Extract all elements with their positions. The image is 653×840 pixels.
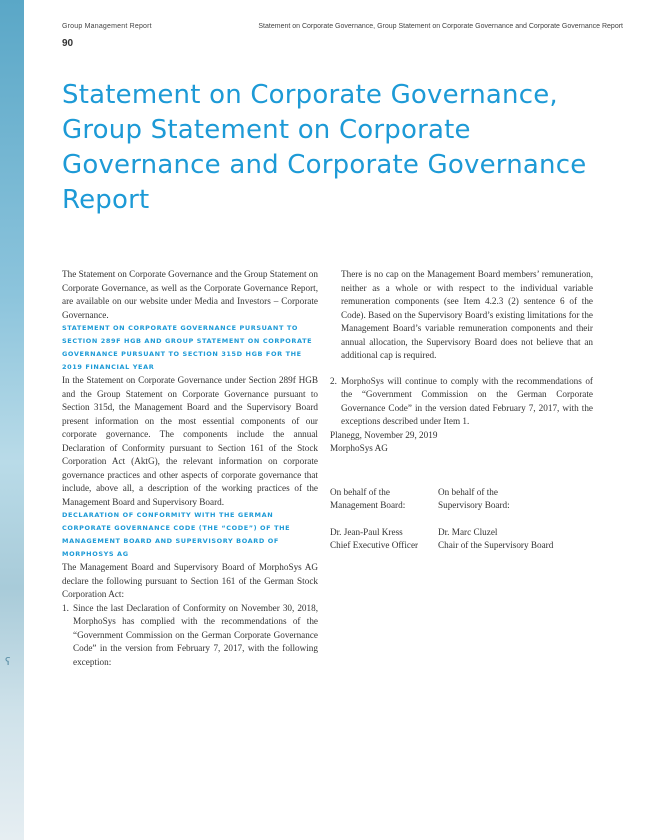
signatory-role: Chief Executive Officer [330, 540, 419, 550]
signatory-name: Dr. Jean-Paul Kress [330, 526, 403, 537]
body-paragraph: In the Statement on Corporate Governance under Section 289f HGB and the Group Statement on Corporate Governance pursuant to Section 315d, the Management Board and the Supervisory Board present information on the most essential components of our corporate governance. The components include the annual Declaration of Conformity pursuant to Section 161 of the Stock Corporation Act (AktG), the relevant information on corporate governance practices and other aspects of corporate governance that include, above all, a description of the working practices of the Management Board and Supervisory Board. [62, 375, 318, 507]
section-heading: STATEMENT ON CORPORATE GOVERNANCE PURSUANT TO SECTION 289F HGB AND GROUP STATEMENT ON CORPORATE GOVERNANCE PURSUANT TO SECTION 315D HGB FOR THE 2019 FINANCIAL YEAR [62, 324, 313, 371]
signatory-line: On behalf of the [438, 486, 498, 497]
signatory-line: Supervisory Board: [438, 500, 510, 510]
intro-paragraph: The Statement on Corporate Governance and the Group Statement on Corporate Governance, as well as the Corporate Governance Report, are available on our website under Media and Investors – Corporate Governance. [62, 269, 318, 320]
signatory-name: Dr. Marc Cluzel [438, 526, 498, 537]
signature-names [330, 526, 593, 553]
list-item [62, 602, 318, 670]
list-number: 1. [62, 602, 69, 613]
body-paragraph: The Management Board and Supervisory Board of MorphoSys AG declare the following pursuant to Section 161 of the German Stock Corporation Act: [62, 562, 318, 599]
section-heading: DECLARATION OF CONFORMITY WITH THE GERMAN CORPORATE GOVERNANCE CODE (THE “CODE”) OF THE MANAGEMENT BOARD AND SUPERVISORY BOARD OF MORPHOSYS AG [62, 511, 291, 558]
company-name: MorphoSys AG [330, 443, 388, 453]
signatory-line: Management Board: [330, 500, 406, 510]
list-item-continuation: There is no cap on the Management Board members’ remuneration, neither as a whole or with respect to the individual variable remuneration components (see Item 4.2.3 (2) sentence 6 of the Code). Based on the Supervisory Board’s existing limitations for the Management Board’s variable remuneration components and their annual allocation, the Supervisory Board does not believe that an additional cap is required. [341, 269, 593, 360]
list-item-text: MorphoSys will continue to comply with the recommendations of the “Government Commission on the German Corporate Governance Code” in the version dated February 7, 2017, with the exceptions described under Item 1. [341, 375, 593, 426]
list-item [330, 375, 593, 429]
list-number: 2. [330, 375, 337, 386]
header-chapter: Statement on Corporate Governance, Group Statement on Corporate Governance and Corporate Governance Report [258, 23, 623, 30]
page-title: Statement on Corporate Governance, Group Statement on Corporate Governance and Corporate Governance Report [62, 80, 587, 215]
brand-mark-icon: ʕ [5, 655, 11, 668]
header-section: Group Management Report [62, 23, 152, 30]
signatory-role: Chair of the Supervisory Board [438, 540, 554, 550]
place-date: Planegg, November 29, 2019 [330, 429, 438, 440]
signature-block [330, 486, 593, 513]
signatory-line: On behalf of the [330, 486, 390, 497]
right-column [330, 268, 593, 553]
list-item-text: Since the last Declaration of Conformity on November 30, 2018, MorphoSys has complied with the recommendations of the “Government Commission on the German Corporate Governance Code” in the version from February 7, 2017, with the following exception: [73, 602, 318, 667]
left-column [62, 268, 318, 669]
decorative-side-strip [0, 0, 24, 840]
page-number: 90 [62, 38, 74, 49]
